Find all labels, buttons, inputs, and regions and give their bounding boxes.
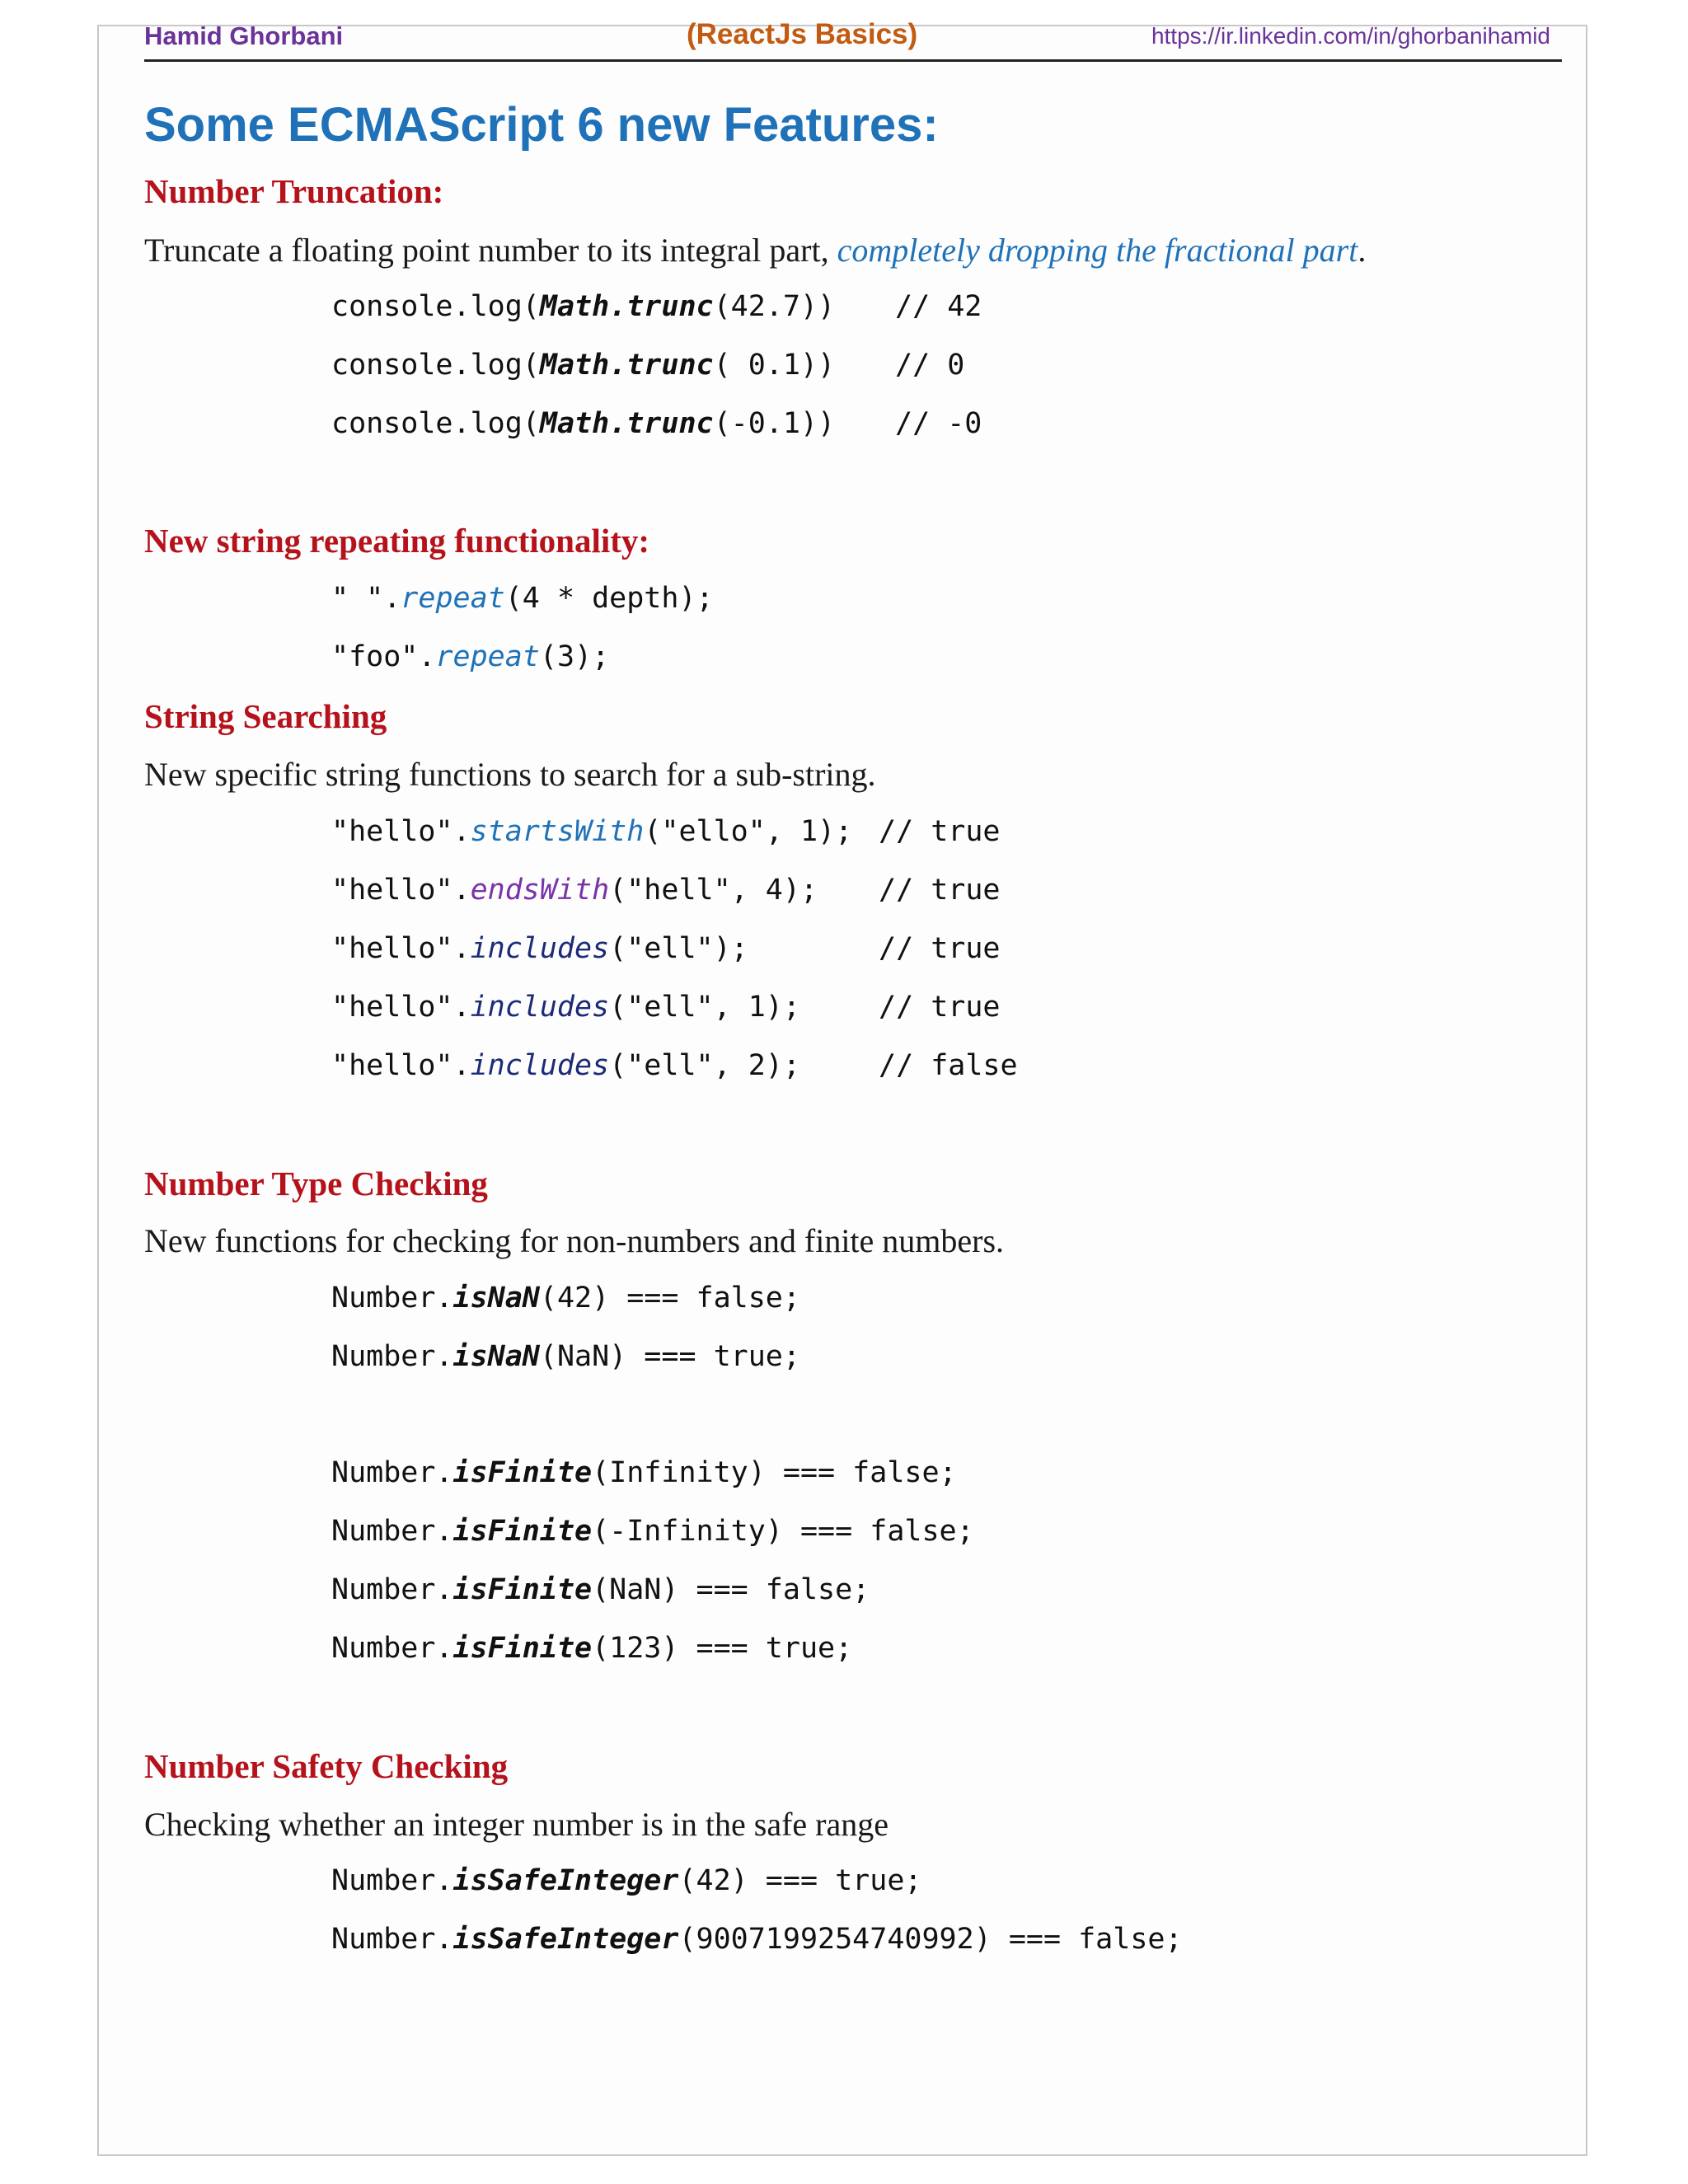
code-args: ("ell");	[609, 932, 748, 965]
code-fn: startsWith	[470, 815, 645, 848]
code-line	[331, 640, 609, 673]
code-comment: // 42	[895, 290, 982, 323]
code-fn: isNaN	[452, 1282, 540, 1315]
author-name: Hamid Ghorbani	[144, 21, 344, 50]
code-fn: isSafeInteger	[452, 1864, 679, 1897]
code-args: (Infinity) === false;	[592, 1456, 957, 1489]
document-topic: (ReactJs Basics)	[687, 18, 918, 50]
code-pre: console.log(	[331, 290, 540, 323]
heading-number-safety-checking: Number Safety Checking	[144, 1747, 509, 1785]
code-pre: "foo".	[331, 640, 436, 673]
code-fn: includes	[470, 932, 610, 965]
heading-string-searching: String Searching	[144, 697, 387, 735]
code-fn: isFinite	[452, 1456, 593, 1489]
code-args: (3);	[539, 640, 610, 673]
code-fn: repeat	[435, 640, 540, 673]
code-line	[331, 1515, 974, 1548]
code-line	[331, 874, 818, 907]
code-pre: Number.	[331, 1282, 453, 1315]
code-line	[331, 290, 835, 323]
heading-string-repeat: New string repeating functionality:	[144, 522, 650, 560]
code-line	[331, 1573, 870, 1606]
code-fn: endsWith	[470, 874, 610, 907]
code-line	[331, 349, 835, 382]
code-args: (9007199254740992) === false;	[678, 1923, 1183, 1956]
code-fn: isFinite	[452, 1515, 593, 1548]
code-line	[331, 932, 748, 965]
code-line	[331, 815, 852, 848]
code-pre: Number.	[331, 1632, 453, 1665]
desc-text: Truncate a floating point number to its integral part,	[144, 232, 837, 269]
page-title: Some ECMAScript 6 new Features:	[144, 98, 939, 152]
code-comment: // true	[879, 991, 1001, 1024]
desc-emphasis: completely dropping the fractional part	[837, 232, 1358, 269]
code-fn: Math.trunc	[539, 407, 714, 440]
code-fn: Math.trunc	[539, 349, 714, 382]
code-fn: includes	[470, 991, 610, 1024]
code-comment: // true	[879, 932, 1001, 965]
code-pre: Number.	[331, 1923, 453, 1956]
code-args: (42) === false;	[539, 1282, 800, 1315]
code-line	[331, 582, 714, 615]
code-args: (4 * depth);	[504, 582, 714, 615]
code-fn: includes	[470, 1049, 610, 1082]
code-pre: console.log(	[331, 349, 540, 382]
heading-number-truncation: Number Truncation:	[144, 172, 444, 210]
code-pre: Number.	[331, 1340, 453, 1373]
code-fn: isFinite	[452, 1573, 593, 1606]
code-line	[331, 1456, 957, 1489]
code-pre: "hello".	[331, 1049, 471, 1082]
code-fn: isSafeInteger	[452, 1923, 679, 1956]
code-args: ("ell", 2);	[609, 1049, 800, 1082]
code-pre: Number.	[331, 1515, 453, 1548]
code-args: ( 0.1))	[713, 349, 836, 382]
code-args: (42) === true;	[678, 1864, 922, 1897]
code-fn: repeat	[401, 582, 505, 615]
code-comment: // -0	[895, 407, 982, 440]
code-comment: // false	[879, 1049, 1018, 1082]
code-line	[331, 1049, 800, 1082]
code-args: (42.7))	[713, 290, 836, 323]
code-pre: Number.	[331, 1573, 453, 1606]
code-fn: isFinite	[452, 1632, 593, 1665]
code-args: (123) === true;	[592, 1632, 853, 1665]
code-fn: isNaN	[452, 1340, 540, 1373]
code-line	[331, 1282, 800, 1315]
code-line	[331, 1864, 921, 1897]
code-fn: Math.trunc	[539, 290, 714, 323]
code-line	[331, 1632, 852, 1665]
code-line	[331, 1340, 800, 1373]
code-comment: // true	[879, 815, 1001, 848]
desc-end: .	[1357, 232, 1367, 269]
code-pre: Number.	[331, 1456, 453, 1489]
code-args: ("ello", 1);	[644, 815, 853, 848]
code-pre: Number.	[331, 1864, 453, 1897]
code-pre: " ".	[331, 582, 401, 615]
code-args: (NaN) === false;	[592, 1573, 870, 1606]
code-args: ("ell", 1);	[609, 991, 800, 1024]
code-pre: "hello".	[331, 932, 471, 965]
code-line	[331, 1923, 1183, 1956]
code-pre: "hello".	[331, 991, 471, 1024]
code-args: (-0.1))	[713, 407, 836, 440]
code-args: ("hell", 4);	[609, 874, 818, 907]
typecheck-description: New functions for checking for non-numbers and finite numbers.	[144, 1222, 1005, 1259]
page-header	[144, 18, 1562, 62]
code-args: (-Infinity) === false;	[592, 1515, 974, 1548]
code-pre: "hello".	[331, 815, 471, 848]
safety-description: Checking whether an integer number is in the safe range	[144, 1806, 889, 1843]
code-args: (NaN) === true;	[539, 1340, 800, 1373]
code-comment: // true	[879, 874, 1001, 907]
linkedin-url: https://ir.linkedin.com/in/ghorbanihamid	[1151, 23, 1550, 49]
code-line	[331, 407, 835, 440]
code-pre: console.log(	[331, 407, 540, 440]
code-line	[331, 991, 800, 1024]
truncation-description	[144, 231, 1366, 269]
code-comment: // 0	[895, 349, 965, 382]
code-pre: "hello".	[331, 874, 471, 907]
heading-number-type-checking: Number Type Checking	[144, 1165, 488, 1202]
searching-description: New specific string functions to search for a sub-string.	[144, 756, 876, 793]
